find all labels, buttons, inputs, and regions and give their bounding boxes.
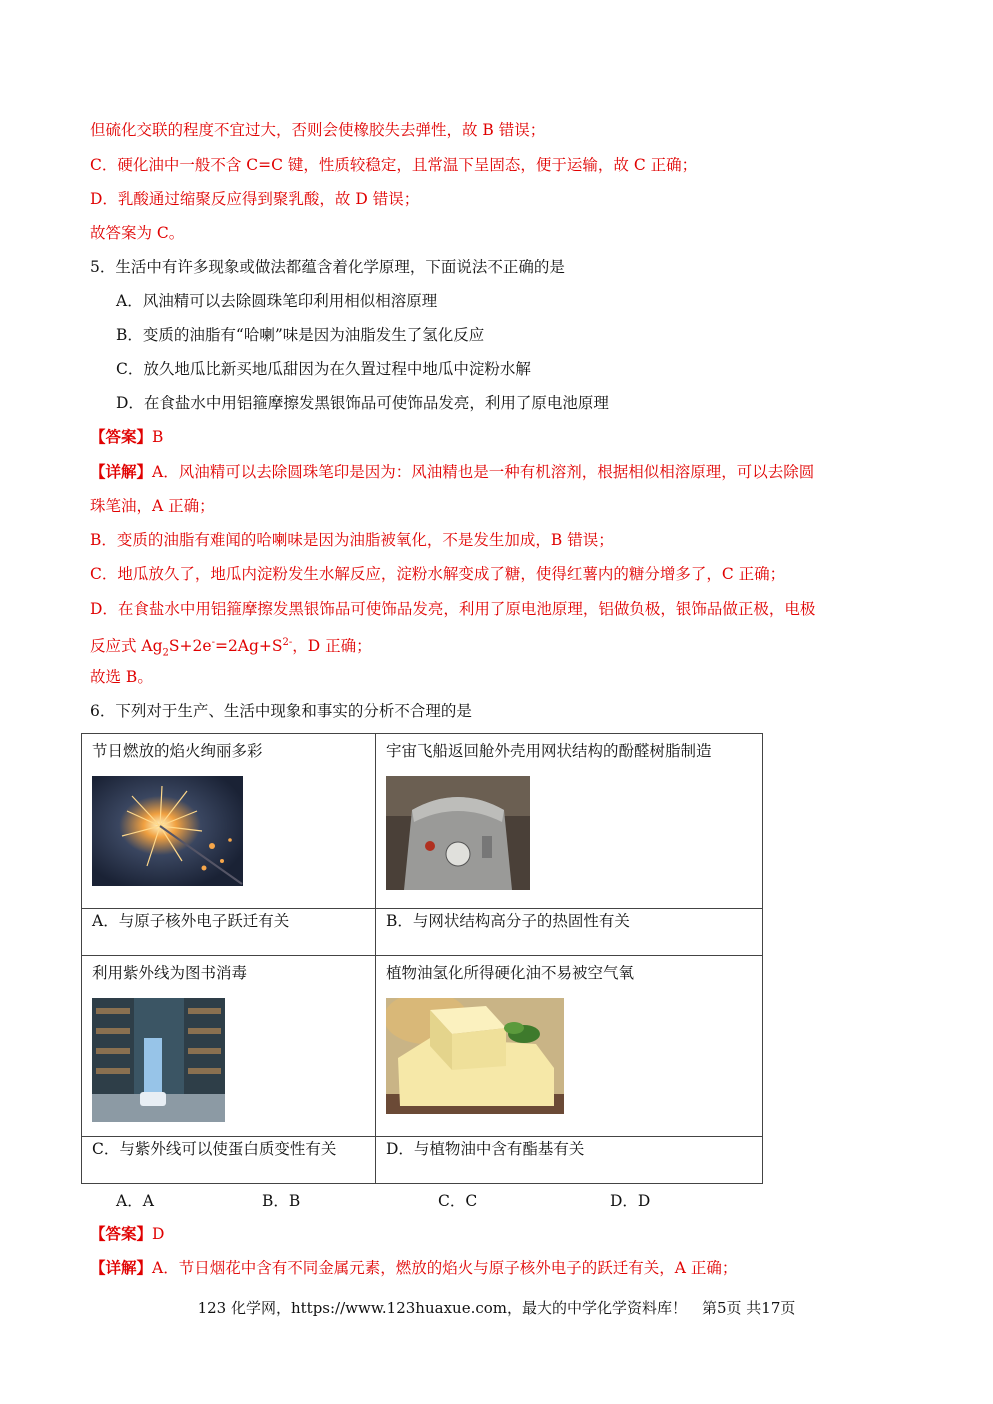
detail-text: A．节日烟花中含有不同金属元素，燃放的焰火与原子核外电子的跃迁有关，A 正确； (152, 1259, 738, 1277)
capsule-photo (386, 776, 530, 890)
detail-line-equation: 反应式 $Ag_2S+2e^-=2Ag+S^{2-}$，D 正确； (90, 637, 372, 659)
detail-line: B．变质的油脂有难闻的哈喇味是因为油脂被氧化，不是发生加成，B 错误； (90, 531, 614, 549)
choice-b: B．B (262, 1192, 301, 1210)
answer-tag: 【答案】 (90, 427, 153, 446)
question-6-stem: 6．下列对于生产、生活中现象和事实的分析不合理的是 (90, 702, 472, 720)
conclusion-line: 故选 B。 (90, 668, 153, 686)
question-5-option-b: B．变质的油脂有“哈喇”味是因为油脂发生了氢化反应 (116, 326, 485, 344)
page-footer: 123 化学网，https://www.123huaxue.com，最大的中学化学资料库！ 第5页 共17页 (197, 1299, 796, 1317)
detail-tag: 【详解】 (90, 462, 153, 481)
cell-c-caption: 利用紫外线为图书消毒 (92, 964, 248, 982)
answer-line (90, 1223, 164, 1245)
cell-a-image (82, 734, 376, 909)
cell-d-caption: 植物油氢化所得硬化油不易被空气氧 (386, 964, 635, 982)
cell-a-text: A．与原子核外电子跃迁有关 (92, 912, 290, 930)
cell-b-image (376, 734, 763, 909)
cell-d-answer (376, 1137, 763, 1184)
cell-c-answer (82, 1137, 376, 1184)
cell-c-text: C．与紫外线可以使蛋白质变性有关 (92, 1140, 337, 1158)
detail-line: 珠笔油，A 正确； (90, 497, 215, 515)
detail-line: D．在食盐水中用铝箍摩擦发黑银饰品可使饰品发亮，利用了原电池原理，铝做负极，银饰品做正极，电极 (90, 600, 816, 618)
cell-d-text: D．与植物油中含有酯基有关 (386, 1140, 585, 1158)
text-line: 但硫化交联的程度不宜过大，否则会使橡胶失去弹性，故 B 错误； (90, 121, 546, 139)
cell-b-answer (376, 909, 763, 956)
question-6-table (81, 733, 763, 1184)
detail-line: C．地瓜放久了，地瓜内淀粉发生水解反应，淀粉水解变成了糖，使得红薯内的糖分增多了，C 正确； (90, 565, 786, 583)
choice-d: D．D (610, 1192, 651, 1210)
text-line: D．乳酸通过缩聚反应得到聚乳酸，故 D 错误； (90, 190, 420, 208)
choice-c: C．C (438, 1192, 478, 1210)
cell-a-caption: 节日燃放的焰火绚丽多彩 (92, 742, 263, 760)
question-5-stem: 5．生活中有许多现象或做法都蕴含着化学原理，下面说法不正确的是 (90, 258, 565, 276)
detail-text: A．风油精可以去除圆珠笔印是因为：风油精也是一种有机溶剂，根据相似相溶原理，可以去除圆 (152, 463, 815, 481)
cell-a-answer (82, 909, 376, 956)
question-6-choices (116, 1190, 650, 1212)
choice-a: A．A (116, 1192, 154, 1210)
answer-tag: 【答案】 (90, 1224, 153, 1243)
detail-tag: 【详解】 (90, 1258, 153, 1277)
cell-d-image (376, 956, 763, 1137)
answer-value: B (152, 428, 164, 446)
answer-line (90, 426, 163, 448)
question-5-option-c: C．放久地瓜比新买地瓜甜因为在久置过程中地瓜中淀粉水解 (116, 360, 531, 378)
butter-photo (386, 998, 564, 1114)
question-5-option-a: A．风油精可以去除圆珠笔印利用相似相溶原理 (116, 292, 438, 310)
answer-value: D (152, 1225, 165, 1243)
text-line: 故答案为 C。 (90, 224, 185, 242)
cell-b-text: B．与网状结构高分子的热固性有关 (386, 912, 630, 930)
detail-line (90, 461, 814, 483)
text-line: C．硬化油中一般不含 C=C 键，性质较稳定，且常温下呈固态，便于运输，故 C 正确； (90, 156, 698, 174)
library-photo (92, 998, 225, 1122)
fireworks-photo (92, 776, 243, 886)
question-5-option-d: D．在食盐水中用铝箍摩擦发黑银饰品可使饰品发亮，利用了原电池原理 (116, 394, 609, 412)
detail-line (90, 1257, 737, 1279)
cell-c-image (82, 956, 376, 1137)
cell-b-caption: 宇宙飞船返回舱外壳用网状结构的酚醛树脂制造 (386, 742, 712, 760)
